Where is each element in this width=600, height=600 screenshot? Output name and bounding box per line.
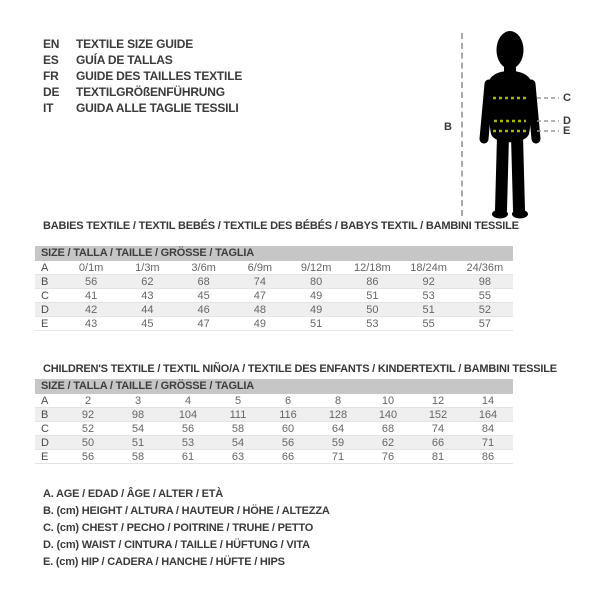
size-value-cell: 57 <box>478 318 491 330</box>
language-code: FR <box>43 69 59 83</box>
size-value-cell: 74 <box>253 276 266 288</box>
size-value-cell: 60 <box>281 423 295 435</box>
silhouette-arm-left <box>484 84 489 139</box>
size-value-cell: 66 <box>431 437 445 449</box>
size-value-cell: 49 <box>310 290 323 302</box>
language-title: TEXTILGRÖßENFÜHRUNG <box>76 85 225 99</box>
children-table-row-b <box>35 408 513 422</box>
language-row-it <box>43 100 242 116</box>
size-value-cell: 51 <box>422 304 435 316</box>
height-measure-line <box>461 33 463 216</box>
size-value-cell: 48 <box>253 304 266 316</box>
size-value-cell: 0/1m <box>78 262 104 274</box>
size-value-cell: 80 <box>310 276 323 288</box>
size-value-cell: 58 <box>131 451 145 463</box>
babies-table-row-d <box>35 303 513 317</box>
size-value-cell: 10 <box>381 395 395 407</box>
legend-line-c: C. (cm) CHEST / PECHO / POITRINE / TRUHE / PETTO <box>43 522 314 534</box>
size-value-cell: 53 <box>366 318 379 330</box>
babies-table-rows <box>35 261 513 331</box>
size-value-cell: 9/12m <box>300 262 332 274</box>
size-value-cell: 152 <box>428 409 448 421</box>
size-value-cell: 55 <box>422 318 435 330</box>
language-row-en <box>43 36 242 52</box>
row-label: B <box>41 276 49 288</box>
size-value-cell: 51 <box>366 290 379 302</box>
size-value-cell: 68 <box>381 423 395 435</box>
size-value-cell: 71 <box>331 451 345 463</box>
language-title: GUÍA DE TALLAS <box>76 53 173 67</box>
size-value-cell: 56 <box>181 423 195 435</box>
row-label: B <box>41 409 49 421</box>
silhouette-leg-left <box>501 136 503 210</box>
size-value-cell: 98 <box>131 409 145 421</box>
size-value-cell: 53 <box>181 437 195 449</box>
figure-label-hip: E <box>563 125 571 137</box>
size-value-cell: 68 <box>197 276 210 288</box>
size-value-cell: 52 <box>478 304 491 316</box>
language-code: IT <box>43 101 54 115</box>
children-section-title: CHILDREN'S TEXTILE / TEXTIL NIÑO/A / TEXTILE DES ENFANTS / KINDERTEXTIL / BAMBINI TESSILE <box>43 363 557 375</box>
row-label: C <box>41 290 49 302</box>
children-size-table <box>35 379 513 464</box>
size-value-cell: 18/24m <box>410 262 447 274</box>
size-value-cell: 4 <box>184 395 192 407</box>
size-value-cell: 8 <box>334 395 342 407</box>
child-silhouette-icon <box>477 26 583 222</box>
language-title: TEXTILE SIZE GUIDE <box>76 37 194 51</box>
figure-label-waist: D <box>563 115 571 127</box>
row-label: A <box>41 395 49 407</box>
size-value-cell: 50 <box>81 437 95 449</box>
size-value-cell: 53 <box>422 290 435 302</box>
size-value-cell: 12/18m <box>354 262 391 274</box>
size-value-cell: 116 <box>279 409 297 421</box>
size-value-cell: 92 <box>81 409 95 421</box>
size-value-cell: 5 <box>234 395 242 407</box>
size-value-cell: 51 <box>310 318 323 330</box>
babies-table-row-e <box>35 317 513 331</box>
size-value-cell: 55 <box>478 290 491 302</box>
size-value-cell: 58 <box>231 423 245 435</box>
size-value-cell: 47 <box>197 318 210 330</box>
size-value-cell: 92 <box>422 276 435 288</box>
language-code: EN <box>43 37 60 51</box>
size-value-cell: 49 <box>253 318 266 330</box>
legend-line-b: B. (cm) HEIGHT / ALTURA / HAUTEUR / HÖHE / ALTEZZA <box>43 505 330 517</box>
size-value-cell: 111 <box>229 409 247 421</box>
row-label: C <box>41 423 49 435</box>
size-value-cell: 56 <box>85 276 98 288</box>
babies-table-row-b <box>35 275 513 289</box>
language-row-de <box>43 84 242 100</box>
size-value-cell: 6/9m <box>247 262 273 274</box>
size-value-cell: 43 <box>85 318 98 330</box>
size-value-cell: 12 <box>431 395 445 407</box>
babies-size-table <box>35 246 513 331</box>
size-value-cell: 41 <box>85 290 98 302</box>
size-value-cell: 61 <box>181 451 195 463</box>
children-table-size-header: SIZE / TALLA / TAILLE / GRÖSSE / TAGLIA <box>35 379 513 394</box>
size-value-cell: 43 <box>141 290 154 302</box>
size-value-cell: 71 <box>481 437 495 449</box>
children-table-row-a <box>35 394 513 408</box>
size-value-cell: 52 <box>81 423 95 435</box>
language-code: ES <box>43 53 59 67</box>
size-value-cell: 62 <box>141 276 154 288</box>
children-table-row-d <box>35 436 513 450</box>
size-value-cell: 3 <box>134 395 142 407</box>
size-value-cell: 49 <box>310 304 323 316</box>
size-value-cell: 6 <box>284 395 292 407</box>
size-value-cell: 63 <box>231 451 245 463</box>
silhouette-foot-right <box>512 210 528 219</box>
size-value-cell: 86 <box>366 276 379 288</box>
row-label: E <box>41 451 49 463</box>
size-value-cell: 54 <box>131 423 145 435</box>
size-value-cell: 44 <box>141 304 154 316</box>
size-value-cell: 56 <box>281 437 295 449</box>
size-value-cell: 45 <box>197 290 210 302</box>
row-label: D <box>41 437 49 449</box>
size-value-cell: 74 <box>431 423 445 435</box>
language-list <box>43 36 242 116</box>
size-value-cell: 140 <box>378 409 398 421</box>
size-value-cell: 47 <box>253 290 266 302</box>
size-value-cell: 104 <box>178 409 198 421</box>
babies-table-size-header: SIZE / TALLA / TAILLE / GRÖSSE / TAGLIA <box>35 246 513 261</box>
size-value-cell: 24/36m <box>466 262 504 274</box>
row-label: D <box>41 304 49 316</box>
size-value-cell: 2 <box>84 395 92 407</box>
size-value-cell: 128 <box>328 409 348 421</box>
size-value-cell: 164 <box>478 409 498 421</box>
children-table-row-c <box>35 422 513 436</box>
size-value-cell: 56 <box>81 451 95 463</box>
size-value-cell: 42 <box>85 304 98 316</box>
language-title: GUIDA ALLE TAGLIE TESSILI <box>76 101 239 115</box>
language-row-fr <box>43 68 242 84</box>
size-value-cell: 46 <box>197 304 210 316</box>
size-value-cell: 86 <box>481 451 495 463</box>
size-value-cell: 14 <box>481 395 495 407</box>
legend-line-a: A. AGE / EDAD / ÂGE / ALTER / ETÀ <box>43 488 224 500</box>
size-value-cell: 50 <box>366 304 379 316</box>
figure-label-height: B <box>444 121 452 133</box>
size-value-cell: 84 <box>481 423 495 435</box>
children-table-rows <box>35 394 513 464</box>
size-value-cell: 51 <box>131 437 145 449</box>
row-label: E <box>41 318 49 330</box>
children-table-row-e <box>35 450 513 464</box>
language-code: DE <box>43 85 60 99</box>
language-row-es <box>43 52 242 68</box>
measurement-legend <box>43 486 330 571</box>
size-value-cell: 59 <box>331 437 345 449</box>
size-value-cell: 62 <box>381 437 395 449</box>
silhouette-arm-right <box>531 84 536 139</box>
babies-table-row-a <box>35 261 513 275</box>
size-value-cell: 54 <box>231 437 245 449</box>
legend-line-e: E. (cm) HIP / CADERA / HANCHE / HÜFTE / HIPS <box>43 556 285 568</box>
legend-line-d: D. (cm) WAIST / CINTURA / TAILLE / HÜFTUNG / VITA <box>43 539 310 551</box>
size-value-cell: 81 <box>431 451 445 463</box>
size-value-cell: 64 <box>331 423 345 435</box>
figure-label-chest: C <box>563 92 571 104</box>
silhouette-leg-right <box>517 136 519 210</box>
size-value-cell: 98 <box>478 276 491 288</box>
silhouette-foot-left <box>492 210 508 219</box>
babies-table-row-c <box>35 289 513 303</box>
babies-section-title: BABIES TEXTILE / TEXTIL BEBÉS / TEXTILE DES BÉBÉS / BABYS TEXTIL / BAMBINI TESSILE <box>43 220 519 232</box>
language-title: GUIDE DES TAILLES TEXTILE <box>76 69 243 83</box>
size-value-cell: 66 <box>281 451 295 463</box>
size-value-cell: 45 <box>141 318 154 330</box>
size-value-cell: 76 <box>381 451 395 463</box>
size-value-cell: 3/6m <box>191 262 216 274</box>
row-label: A <box>41 262 49 274</box>
size-value-cell: 1/3m <box>135 262 160 274</box>
